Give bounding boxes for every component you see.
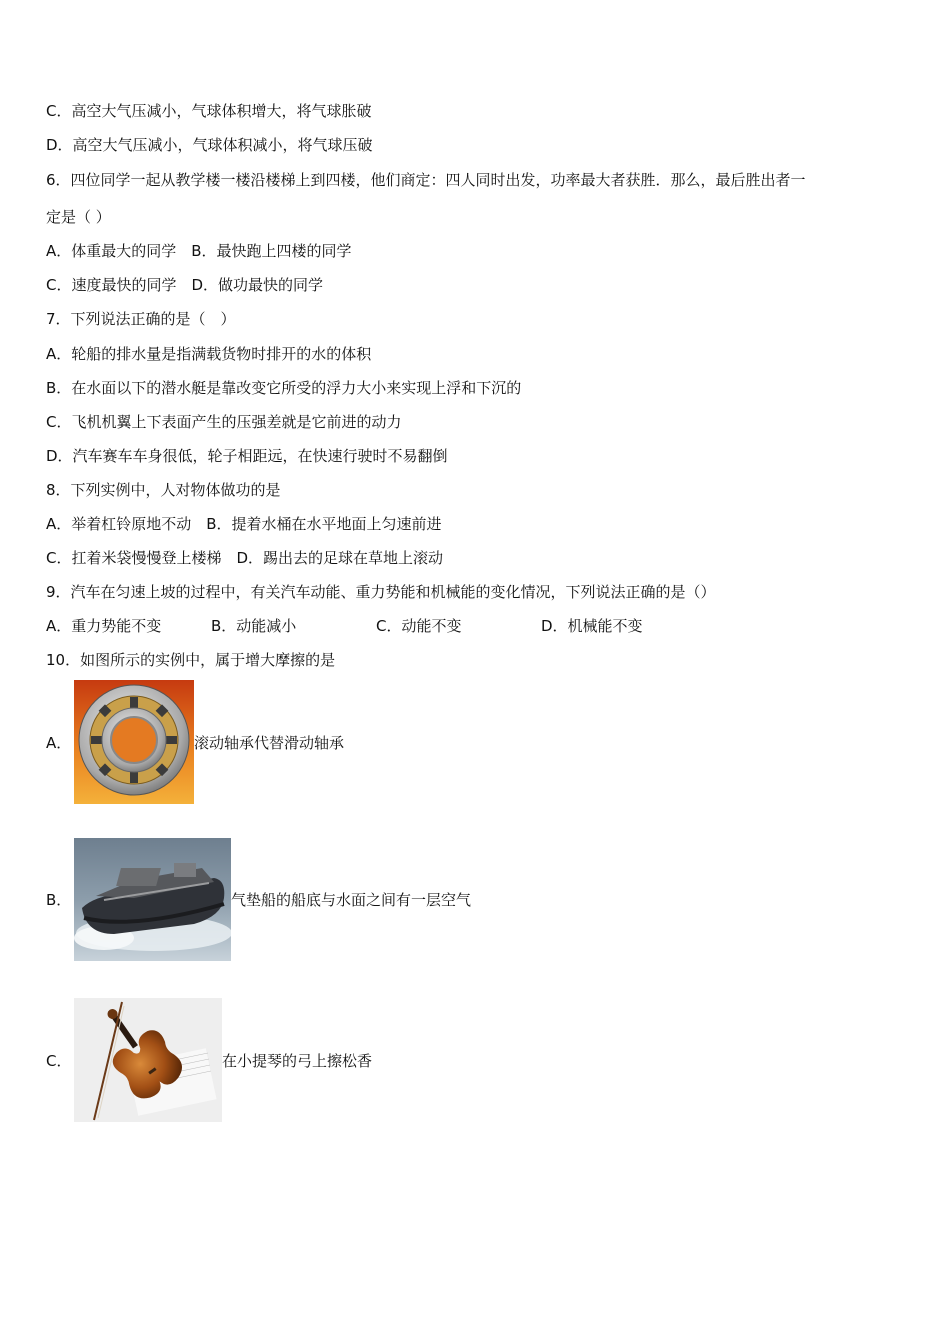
q9-stem: 9．汽车在匀速上坡的过程中，有关汽车动能、重力势能和机械能的变化情况，下列说法正确的是（）: [46, 583, 716, 601]
hovercraft-image: [74, 838, 231, 961]
q6-options-line2: C．速度最快的同学 D．做功最快的同学: [46, 276, 324, 294]
q10-option-b: [46, 838, 471, 961]
q10-option-c: [46, 998, 372, 1122]
q8-stem: 8．下列实例中，人对物体做功的是: [46, 481, 281, 499]
q9-options: [46, 616, 643, 636]
q6-options-line1: A．体重最大的同学 B．最快跑上四楼的同学: [46, 242, 352, 260]
q10-option-a-letter: A．: [46, 733, 72, 752]
q10-option-b-text: 气垫船的船底与水面之间有一层空气: [231, 891, 472, 909]
q10-option-c-text: 在小提琴的弓上擦松香: [222, 1051, 373, 1070]
q9-option-d: D．机械能不变: [541, 617, 643, 635]
q7-stem: 7．下列说法正确的是（ ）: [46, 310, 236, 328]
violin-image: [74, 998, 222, 1122]
q9-option-a: A．重力势能不变: [46, 617, 162, 635]
q5-option-c: C．高空大气压减小，气球体积增大，将气球胀破: [46, 102, 372, 120]
q6-stem-line2: 定是（ ）: [46, 208, 111, 226]
q6-stem-line1: 6．四位同学一起从教学楼一楼沿楼梯上到四楼，他们商定：四人同时出发，功率最大者获胜．那么，最后胜出者一: [46, 171, 806, 189]
q10-option-a-text: 滚动轴承代替滑动轴承: [194, 733, 345, 752]
q10-stem: 10．如图所示的实例中，属于增大摩擦的是: [46, 651, 336, 669]
q10-option-a: [46, 680, 344, 804]
q7-option-a: A．轮船的排水量是指满载货物时排开的水的体积: [46, 345, 372, 363]
q7-option-b: B．在水面以下的潜水艇是靠改变它所受的浮力大小来实现上浮和下沉的: [46, 379, 522, 397]
roller-bearing-image: [74, 680, 194, 804]
q7-option-d: D．汽车赛车车身很低，轮子相距远，在快速行驶时不易翻倒: [46, 447, 448, 465]
q8-options-line2: C．扛着米袋慢慢登上楼梯 D．踢出去的足球在草地上滚动: [46, 549, 444, 567]
q10-option-b-letter: B．: [46, 891, 72, 909]
q8-options-line1: A．举着杠铃原地不动 B．提着水桶在水平地面上匀速前进: [46, 515, 442, 533]
q9-option-c: C．动能不变: [376, 617, 462, 635]
q7-option-c: C．飞机机翼上下表面产生的压强差就是它前进的动力: [46, 413, 402, 431]
q9-option-b: B．动能减小: [211, 617, 297, 635]
q10-option-c-letter: C．: [46, 1051, 72, 1070]
q5-option-d: D．高空大气压减小，气球体积减小，将气球压破: [46, 136, 373, 154]
